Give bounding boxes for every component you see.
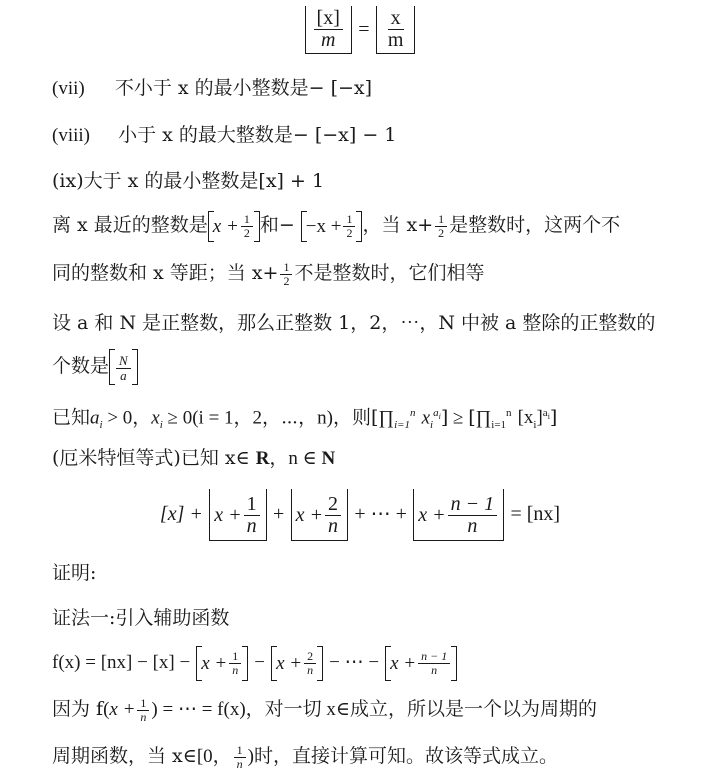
conclusion-line: 周期函数，当 x∈[0， $\frac{1}{n}$ )时，直接计算可知。故该等式成立。: [52, 742, 559, 771]
periodicity-statement: 因为 f(x + $\frac{1}{n}$ ) = ⋯ = f(x)，对一切 x∈成立，所以是一个以为周期的: [52, 695, 597, 724]
divisible-count-line2: 个数是 $\frac{N}{a}$: [52, 348, 690, 385]
product-inequality: 已知$a_i > 0$，$x_i \ge 0(i = 1$，2，⋯，n)，则[$\prod_{i=1}^n$ $x_i^{a_i}$] ≥ [$\prod_{i=1}^n$ $[x_i]^{a_i}$]: [52, 406, 558, 432]
item-ix: (ix)大于 x 的最小整数是[x] + 1: [52, 170, 325, 192]
divisible-count-line1: 设 a 和 N 是正整数，那么正整数 1，2，⋯，N 中被 a 整除的正整数的: [52, 312, 656, 334]
nearest-integer-line2: 同的整数和 x 等距；当 x+ $\frac{1}{2}$ 不是整数时，它们相等: [52, 259, 485, 288]
item-viii: (viii) 小于 x 的最大整数是− [−x] − 1: [52, 124, 397, 146]
hermite-identity-formula: [x] + x + $\frac{1}{n}$ + x + $\frac{2}{n}$ + ⋯ + x + $\frac{n - 1}{n}$ = [nx]: [0, 488, 720, 541]
hermite-identity-title: (厄米特恒等式)已知 x∈ R，n ∈ N: [52, 447, 336, 469]
auxiliary-function: f(x) = [nx] − [x] − x + $\frac{1}{n}$ − x + $\frac{2}{n}$ − ⋯ − x + $\frac{n - 1}{n}$: [52, 645, 690, 681]
item-vii: (vii) 不小于 x 的最小整数是− [−x]: [52, 77, 373, 99]
nearest-integer-line1: 离 x 最近的整数是 x + $\frac{1}{2}$ 和− −x + $\frac{1}{2}$ ，当 x+ $\frac{1}{2}$ 是整数时，这两个不: [52, 211, 621, 240]
formula-floor-division: $\frac{[x]}{m}$ = $\frac{x}{m}$: [0, 6, 720, 54]
proof-method-one: 证法一:引入辅助函数: [52, 607, 230, 629]
proof-heading: 证明:: [52, 562, 97, 584]
